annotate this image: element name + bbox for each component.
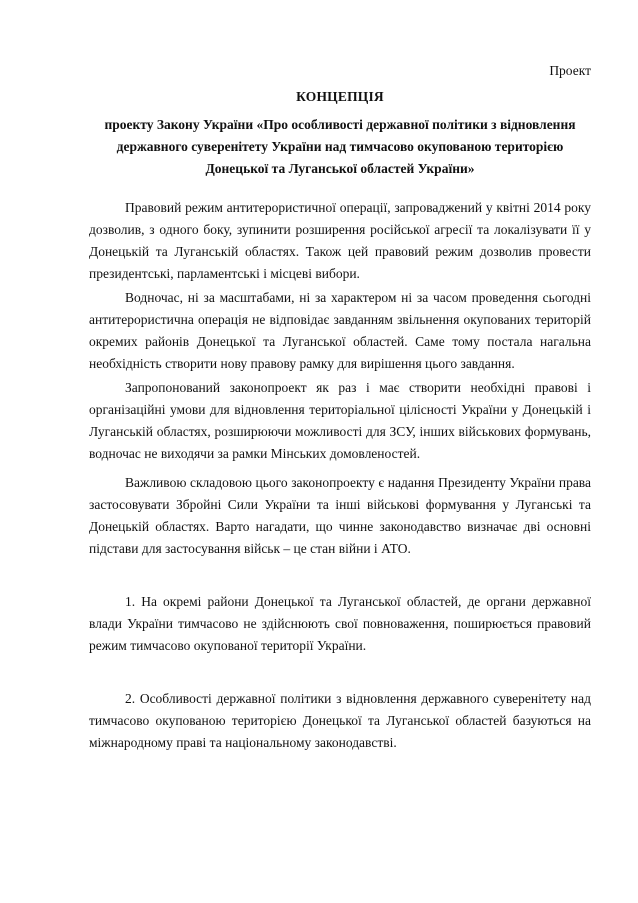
document-title: КОНЦЕПЦІЯ <box>296 89 384 104</box>
draft-label: Проект <box>549 63 591 78</box>
paragraph-armed-forces: Важливою складовою цього законопроекту є надання Президенту України права застосовувати Збройні Сили України та інші військові формування у Луганські та Донецькій областях. Варто нагадати, що чинне законодавство визначає дві основні підстави для застосування військ – це стан війни і АТО. <box>89 475 591 556</box>
paragraph-item-2: 2. Особливості державної політики з відновлення державного суверенітету над тимчасово окупованою територією Донецької та Луганської областей базуються на міжнародному праві та національному законодавстві. <box>89 691 591 750</box>
paragraph-ato-regime: Правовий режим антитерористичної операції, запроваджений у квітні 2014 року дозволив, з одного боку, зупинити розширення російської агресії та локалізувати її у Донецькій та Луганській областях. Також цей правовий режим дозволив провести президентські, парламентські і місцеві вибори. <box>89 200 591 281</box>
paragraph-item-1: 1. На окремі райони Донецької та Луганської областей, де органи державної влади України тимчасово не здійснюють свої повноваження, поширюється правовий режим тимчасово окупованої території України. <box>89 594 591 653</box>
paragraph-bill-purpose: Запропонований законопроект як раз і має створити необхідні правові і організаційні умови для відновлення територіальної цілісності України у Донецькій і Луганській областях, розширюючи можливості для ЗСУ, інших військових формувань, водночас не виходячи за рамки Мінських домовленостей. <box>89 380 591 461</box>
document-body <box>89 62 591 754</box>
paragraph-ato-limits: Водночас, ні за масштабами, ні за характером ні за часом проведення сьогодні антитерористична операція не відповідає завданням звільнення окупованих територій окремих районів Донецької та Луганської областей. Саме тому постала нагальна необхідність створити нову правову рамку для вирішення цього завдання. <box>89 290 591 371</box>
document-subtitle: проекту Закону України «Про особливості державної політики з відновлення державного суверенітету України над тимчасово окупованою територією Донецької та Луганської областей України» <box>104 117 576 176</box>
